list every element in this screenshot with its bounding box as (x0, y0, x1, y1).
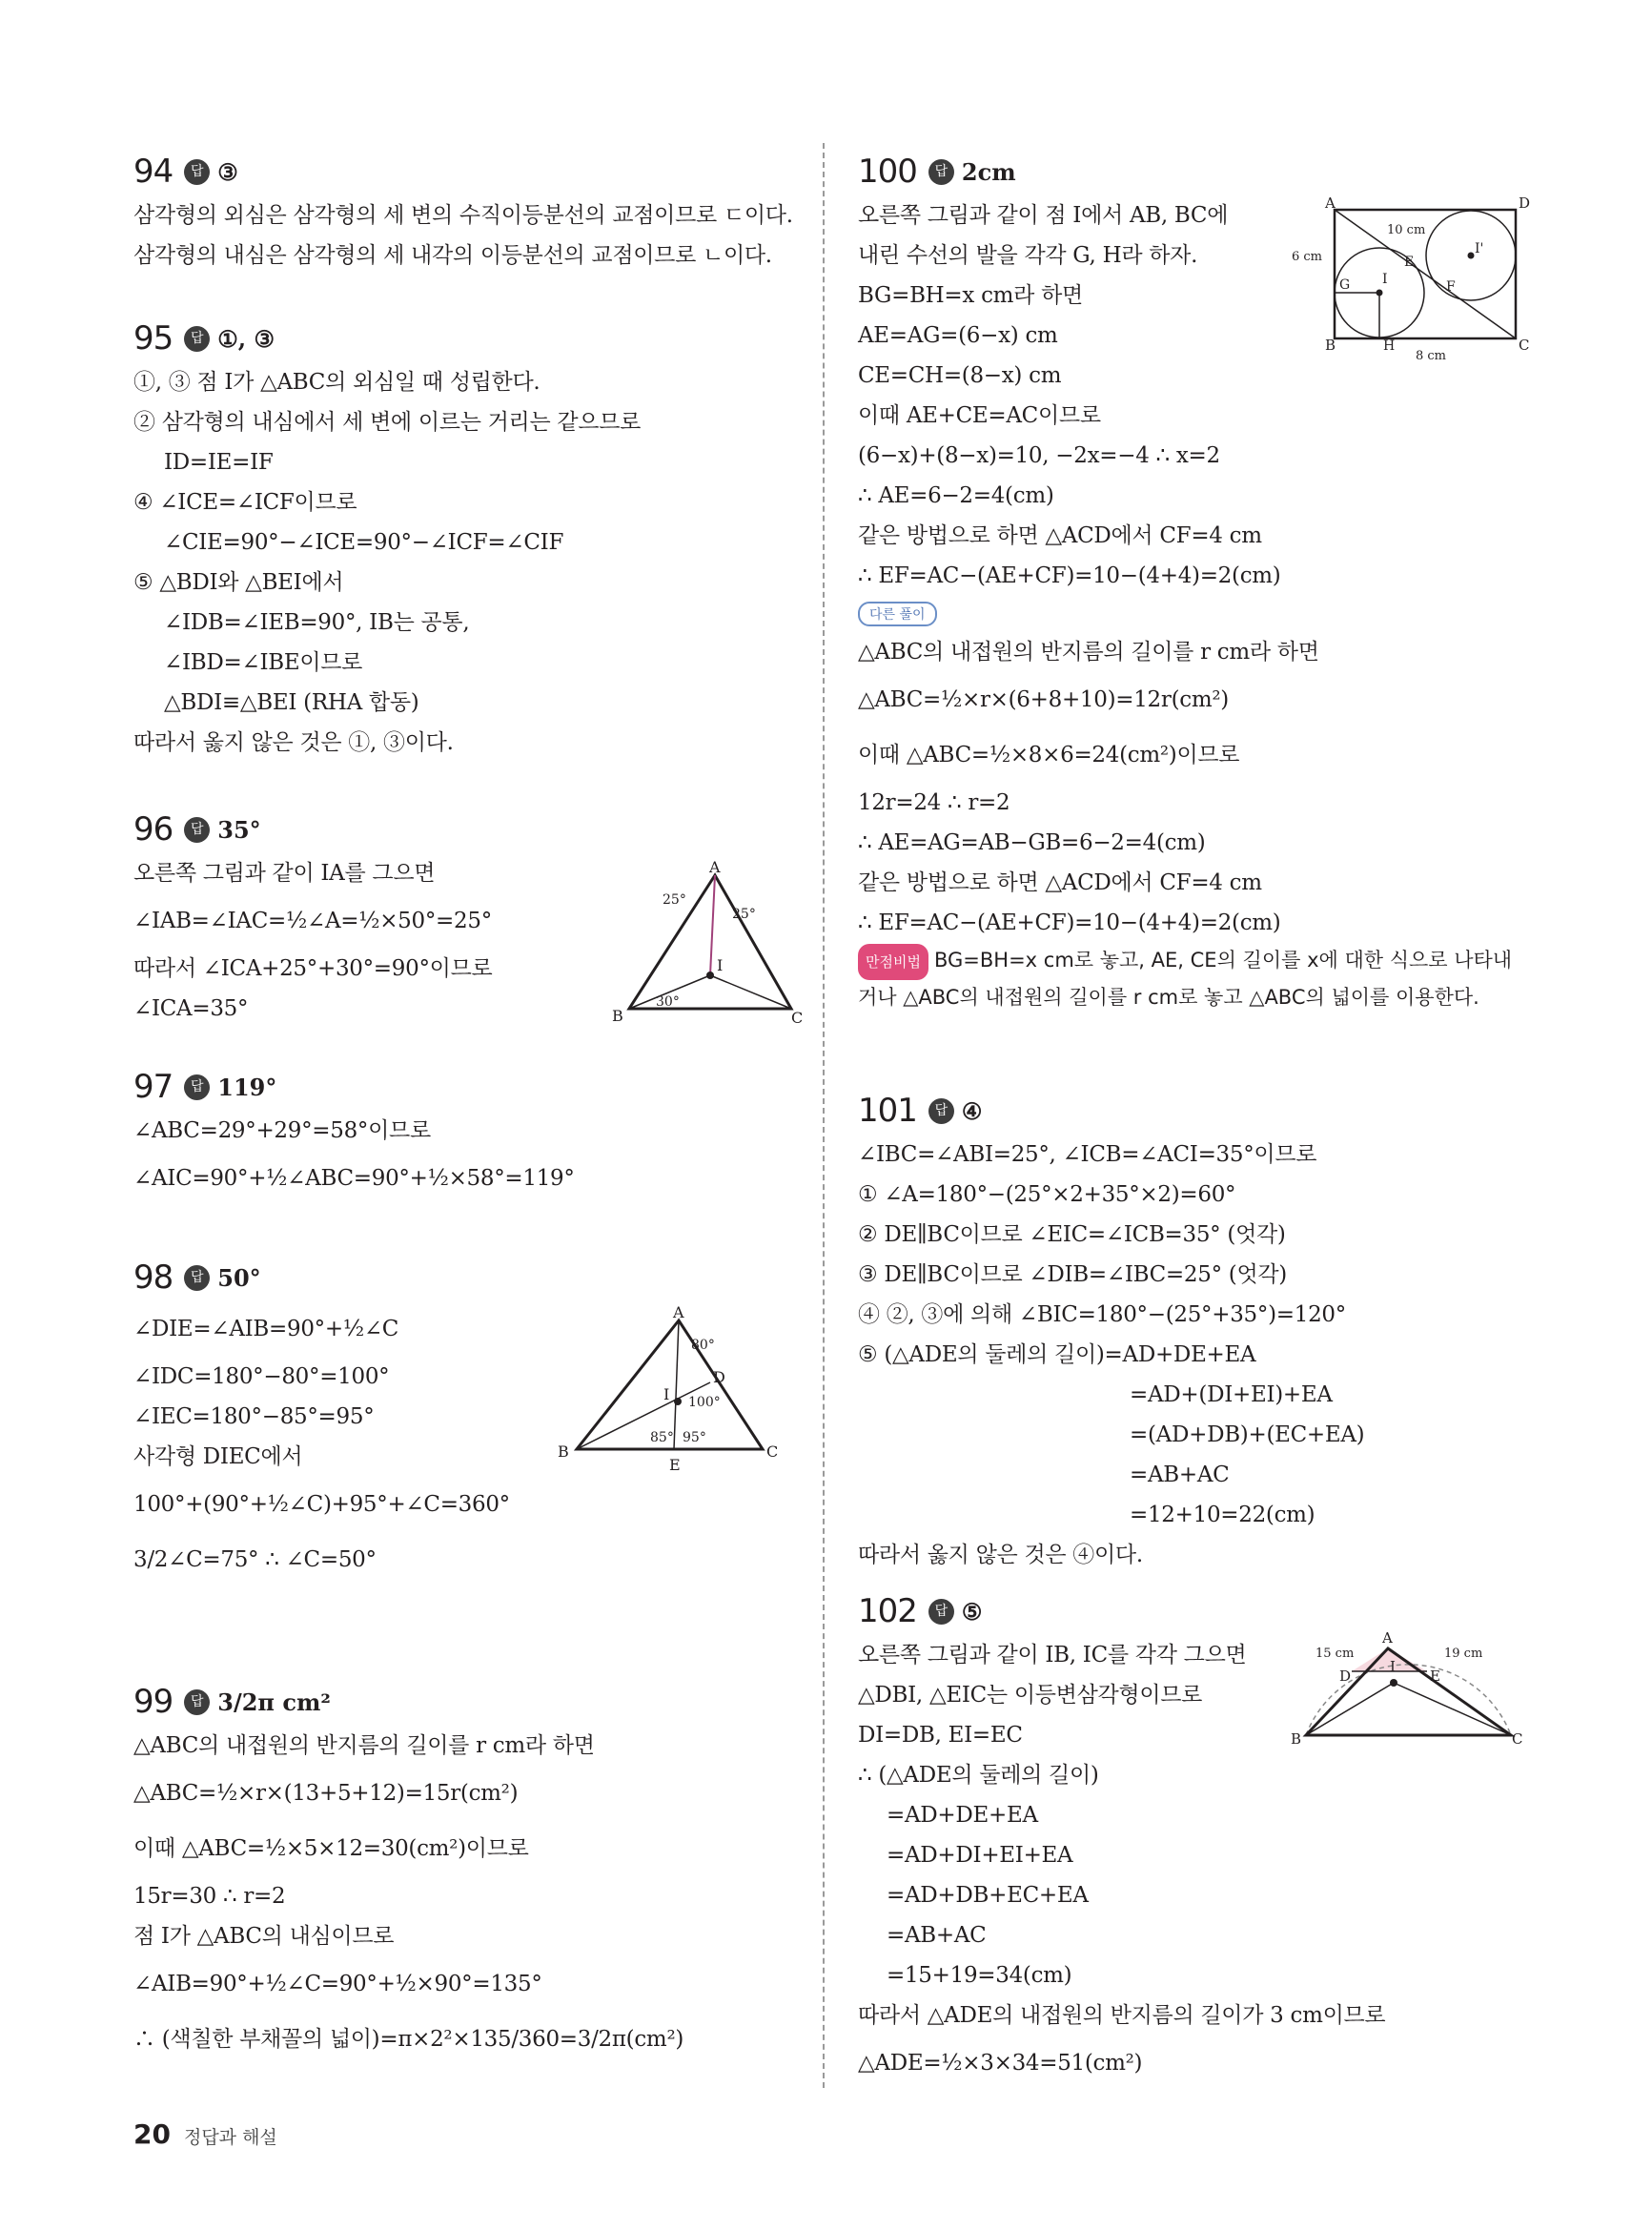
solution-line: ∠IBC=∠ABI=25°, ∠ICB=∠ACI=35°이므로 (858, 1142, 1317, 1167)
solution-line: △ABC의 내접원의 반지름의 길이를 r cm라 하면 (133, 1733, 595, 1758)
vertex-label: C (1519, 337, 1530, 354)
incenter-label: I (717, 956, 724, 974)
answer-value: ④ (961, 1096, 983, 1125)
solution-line: BG=BH=x cm라 하면 (858, 283, 1083, 308)
length-label: 19 cm (1444, 1647, 1483, 1661)
problem-number: 97 (133, 1068, 173, 1106)
solution-line: 따라서 ∠ICA+25°+30°=90°이므로 (133, 956, 493, 981)
vertex-label: B (612, 1007, 623, 1025)
solution-line: =AD+DE+EA (887, 1803, 1038, 1828)
solution-line: 점 I가 △ABC의 내심이므로 (133, 1924, 395, 1949)
solution-line: =12+10=22(cm) (1130, 1503, 1315, 1527)
answer-value: 2cm (961, 157, 1016, 186)
solution-line: 사각형 DIEC에서 (133, 1444, 303, 1469)
solution-line: ① ∠A=180°−(25°×2+35°×2)=60° (858, 1182, 1236, 1207)
solution-line: △DBI, △EIC는 이등변삼각형이므로 (858, 1683, 1203, 1708)
angle-label: 80° (691, 1338, 715, 1353)
angle-label: 25° (732, 907, 756, 922)
solution-line: 오른쪽 그림과 같이 점 I에서 AB, BC에 (858, 203, 1229, 228)
solution-line: ∠ABC=29°+29°=58°이므로 (133, 1118, 431, 1143)
solution-line: 같은 방법으로 하면 △ACD에서 CF=4 cm (858, 870, 1262, 895)
solution-line: ② 삼각형의 내심에서 세 변에 이르는 거리는 같으므로 (133, 410, 642, 435)
answer-badge: 답 (928, 1098, 954, 1124)
tip-badge: 만점비법 (858, 944, 928, 980)
vertex-label: D (1519, 194, 1531, 212)
problem-number: 95 (133, 319, 173, 358)
solution-line: ∠AIB=90°+½∠C=90°+½×90°=135° (133, 1972, 542, 1996)
vertex-label: B (1291, 1730, 1302, 1748)
answer-badge: 답 (184, 817, 210, 843)
problem-header (858, 1087, 1525, 1135)
solution-line: =AB+AC (887, 1923, 987, 1948)
vertex-label: E (1404, 255, 1415, 270)
solution-line: ∴ EF=AC−(AE+CF)=10−(4+4)=2(cm) (858, 563, 1281, 588)
angle-label: 85° (650, 1430, 674, 1445)
solution-line: =AD+DB+EC+EA (887, 1883, 1089, 1908)
solution-line: 같은 방법으로 하면 △ACD에서 CF=4 cm (858, 523, 1262, 548)
solution-line: 12r=24 ∴ r=2 (858, 790, 1010, 815)
answer-value: ⑤ (961, 1597, 983, 1626)
tip-text: BG=BH=x cm로 놓고, AE, CE의 길이를 x에 대한 식으로 나타내거나 △ABC의 내접원의 길이를 r cm로 놓고 △ABC의 넓이를 이용한다. (858, 949, 1513, 1009)
solution-line: (6−x)+(8−x)=10, −2x=−4 ∴ x=2 (858, 443, 1220, 468)
solution-line: ∠AIC=90°+½∠ABC=90°+½×58°=119° (133, 1166, 575, 1191)
solution-line: ∠ICA=35° (133, 996, 249, 1021)
solution-line: ③ DE∥BC이므로 ∠DIB=∠IBC=25° (엇각) (858, 1262, 1287, 1287)
incenter-label: I (1390, 1658, 1396, 1675)
answer-value: 3/2π cm² (217, 1688, 331, 1716)
footer-label: 정답과 해설 (183, 2127, 277, 2148)
problem-97 (133, 1063, 801, 1206)
answer-badge: 답 (184, 326, 210, 352)
solution-line: ② DE∥BC이므로 ∠EIC=∠ICB=35° (엇각) (858, 1222, 1286, 1247)
triangle-figure-96 (610, 858, 804, 1027)
vertex-label: E (1430, 1667, 1440, 1685)
problem-101 (858, 1087, 1525, 1575)
solution-line: △ABC=½×r×(6+8+10)=12r(cm²) (858, 687, 1229, 712)
answer-badge: 답 (184, 159, 210, 185)
solution-line: =AD+(DI+EI)+EA (1130, 1382, 1333, 1407)
vertex-label: F (1446, 279, 1456, 295)
problem-number: 96 (133, 810, 173, 849)
length-label: 6 cm (1292, 250, 1323, 264)
problem-number: 100 (858, 153, 917, 191)
solution-line: DI=DB, EI=EC (858, 1723, 1023, 1748)
solution-line: △BDI≡△BEI (RHA 합동) (164, 690, 419, 715)
rectangle-figure-100 (1292, 194, 1531, 366)
solution-line: 따라서 옳지 않은 것은 ④이다. (858, 1543, 1143, 1567)
solution-line: ∴ AE=6−2=4(cm) (858, 483, 1054, 508)
length-label: 15 cm (1315, 1647, 1355, 1661)
answer-badge: 답 (928, 1599, 954, 1625)
vertex-label: E (669, 1456, 681, 1474)
solution-line: 이때 △ABC=½×5×12=30(cm²)이므로 (133, 1836, 529, 1861)
solution-line: ⑤ (△ADE의 둘레의 길이)=AD+DE+EA (858, 1342, 1256, 1367)
vertex-label: A (709, 858, 721, 876)
triangle-figure-102 (1287, 1626, 1525, 1753)
answer-value: 50° (217, 1263, 261, 1292)
answer-value: 119° (217, 1073, 277, 1101)
problem-header (133, 1678, 801, 1726)
page-number: 20 (133, 2118, 171, 2150)
solution-line: 15r=30 ∴ r=2 (133, 1884, 286, 1909)
solution-line: ∠CIE=90°−∠ICE=90°−∠ICF=∠CIF (164, 530, 564, 555)
solution-line: 3/2∠C=75° ∴ ∠C=50° (133, 1547, 377, 1572)
incenter-label: I (663, 1385, 670, 1403)
solution-line: 삼각형의 내심은 삼각형의 세 내각의 이등분선의 교점이므로 ㄴ이다. (133, 243, 772, 268)
vertex-label: C (791, 1009, 804, 1027)
problem-96 (133, 806, 804, 1029)
problem-number: 98 (133, 1258, 173, 1297)
length-label: 8 cm (1416, 349, 1447, 363)
solution-line: △ADE=½×3×34=51(cm²) (858, 2051, 1143, 2076)
problem-number: 101 (858, 1092, 917, 1130)
answer-value: ③ (217, 157, 238, 186)
problem-102 (858, 1587, 1525, 2091)
solution-line: 오른쪽 그림과 같이 IB, IC를 각각 그으면 (858, 1643, 1247, 1667)
solution-line: ①, ③ 점 I가 △ABC의 외심일 때 성립한다. (133, 370, 540, 395)
column-divider (823, 143, 825, 2088)
vertex-label: C (766, 1442, 779, 1461)
solution-line: 내린 수선의 발을 각각 G, H라 하자. (858, 243, 1198, 268)
solution-line: ④ ∠ICE=∠ICF이므로 (133, 490, 357, 515)
solution-line: 오른쪽 그림과 같이 IA를 그으면 (133, 861, 436, 886)
vertex-label: D (713, 1368, 725, 1386)
problem-95 (133, 315, 801, 763)
problem-number: 99 (133, 1683, 173, 1721)
problem-header (133, 806, 801, 853)
vertex-label: A (1382, 1629, 1393, 1647)
incenter-label: I' (1475, 241, 1484, 256)
solution-line: ∠IBD=∠IBE이므로 (164, 650, 363, 675)
solution-line: ⑤ △BDI와 △BEI에서 (133, 570, 344, 595)
page-footer (133, 2118, 277, 2150)
problem-100 (858, 148, 1531, 1014)
angle-label: 25° (663, 892, 686, 908)
answer-value: ①, ③ (217, 324, 275, 353)
vertex-label: B (1325, 337, 1336, 354)
answer-badge: 답 (928, 159, 954, 185)
problem-98 (133, 1254, 801, 1587)
vertex-label: B (558, 1442, 569, 1461)
vertex-label: G (1339, 277, 1351, 293)
solution-line: =AD+DI+EI+EA (887, 1843, 1073, 1868)
problem-header (133, 1063, 801, 1111)
problem-94 (133, 148, 801, 276)
angle-label: 95° (683, 1430, 706, 1445)
problem-99 (133, 1678, 801, 2067)
solution-line: ④ ②, ③에 의해 ∠BIC=180°−(25°+35°)=120° (858, 1302, 1346, 1327)
solution-line: ∠DIE=∠AIB=90°+½∠C (133, 1317, 399, 1341)
solution-line: ∠IDC=180°−80°=100° (133, 1364, 390, 1389)
solution-line: 따라서 △ADE의 내접원의 반지름의 길이가 3 cm이므로 (858, 2003, 1386, 2028)
triangle-figure-98 (553, 1303, 782, 1482)
problem-header (858, 148, 1525, 195)
solution-line: ∴ EF=AC−(AE+CF)=10−(4+4)=2(cm) (858, 910, 1281, 935)
solution-line: 따라서 옳지 않은 것은 ①, ③이다. (133, 730, 454, 755)
alt-solution-badge: 다른 풀이 (858, 602, 937, 626)
vertex-label: D (1339, 1667, 1352, 1685)
problem-number: 102 (858, 1592, 917, 1630)
solution-line: AE=AG=(6−x) cm (858, 323, 1058, 348)
angle-label: 100° (688, 1395, 721, 1410)
tip-block (858, 943, 1516, 1014)
solution-line: 100°+(90°+½∠C)+95°+∠C=360° (133, 1492, 510, 1517)
problem-header (133, 315, 801, 362)
solution-line: ∴ (△ADE의 둘레의 길이) (858, 1763, 1099, 1788)
answer-value: 35° (217, 815, 261, 844)
solution-line: 삼각형의 외심은 삼각형의 세 변의 수직이등분선의 교점이므로 ㄷ이다. (133, 203, 793, 228)
problem-header (133, 148, 801, 195)
solution-line: =AB+AC (1130, 1463, 1230, 1487)
length-label: 10 cm (1387, 223, 1426, 237)
solution-line: △ABC의 내접원의 반지름의 길이를 r cm라 하면 (858, 640, 1319, 665)
solution-line: ∴ AE=AG=AB−GB=6−2=4(cm) (858, 830, 1206, 855)
solution-line: 이때 AE+CE=AC이므로 (858, 403, 1101, 428)
solution-line: =15+19=34(cm) (887, 1963, 1072, 1988)
solution-line: ID=IE=IF (164, 450, 274, 475)
vertex-label: H (1383, 338, 1396, 354)
solution-line: 이때 △ABC=½×8×6=24(cm²)이므로 (858, 743, 1240, 767)
solution-line: CE=CH=(8−x) cm (858, 363, 1062, 388)
solution-line: ∴ (색칠한 부채꼴의 넓이)=π×2²×135/360=3/2π(cm²) (133, 2027, 684, 2052)
angle-label: 30° (656, 994, 680, 1010)
vertex-label: C (1512, 1730, 1523, 1748)
vertex-label: A (673, 1303, 684, 1321)
solution-line: ∠IDB=∠IEB=90°, IB는 공통, (164, 610, 470, 635)
answer-badge: 답 (184, 1074, 210, 1100)
problem-number: 94 (133, 153, 173, 191)
solution-line: ∠IEC=180°−85°=95° (133, 1404, 375, 1429)
answer-badge: 답 (184, 1689, 210, 1715)
incenter-label: I (1382, 272, 1388, 287)
answer-badge: 답 (184, 1265, 210, 1291)
vertex-label: A (1325, 194, 1336, 212)
solution-line: △ABC=½×r×(13+5+12)=15r(cm²) (133, 1781, 519, 1806)
solution-line: ∠IAB=∠IAC=½∠A=½×50°=25° (133, 909, 492, 933)
solution-line: =(AD+DB)+(EC+EA) (1130, 1422, 1365, 1447)
problem-header (133, 1254, 801, 1301)
